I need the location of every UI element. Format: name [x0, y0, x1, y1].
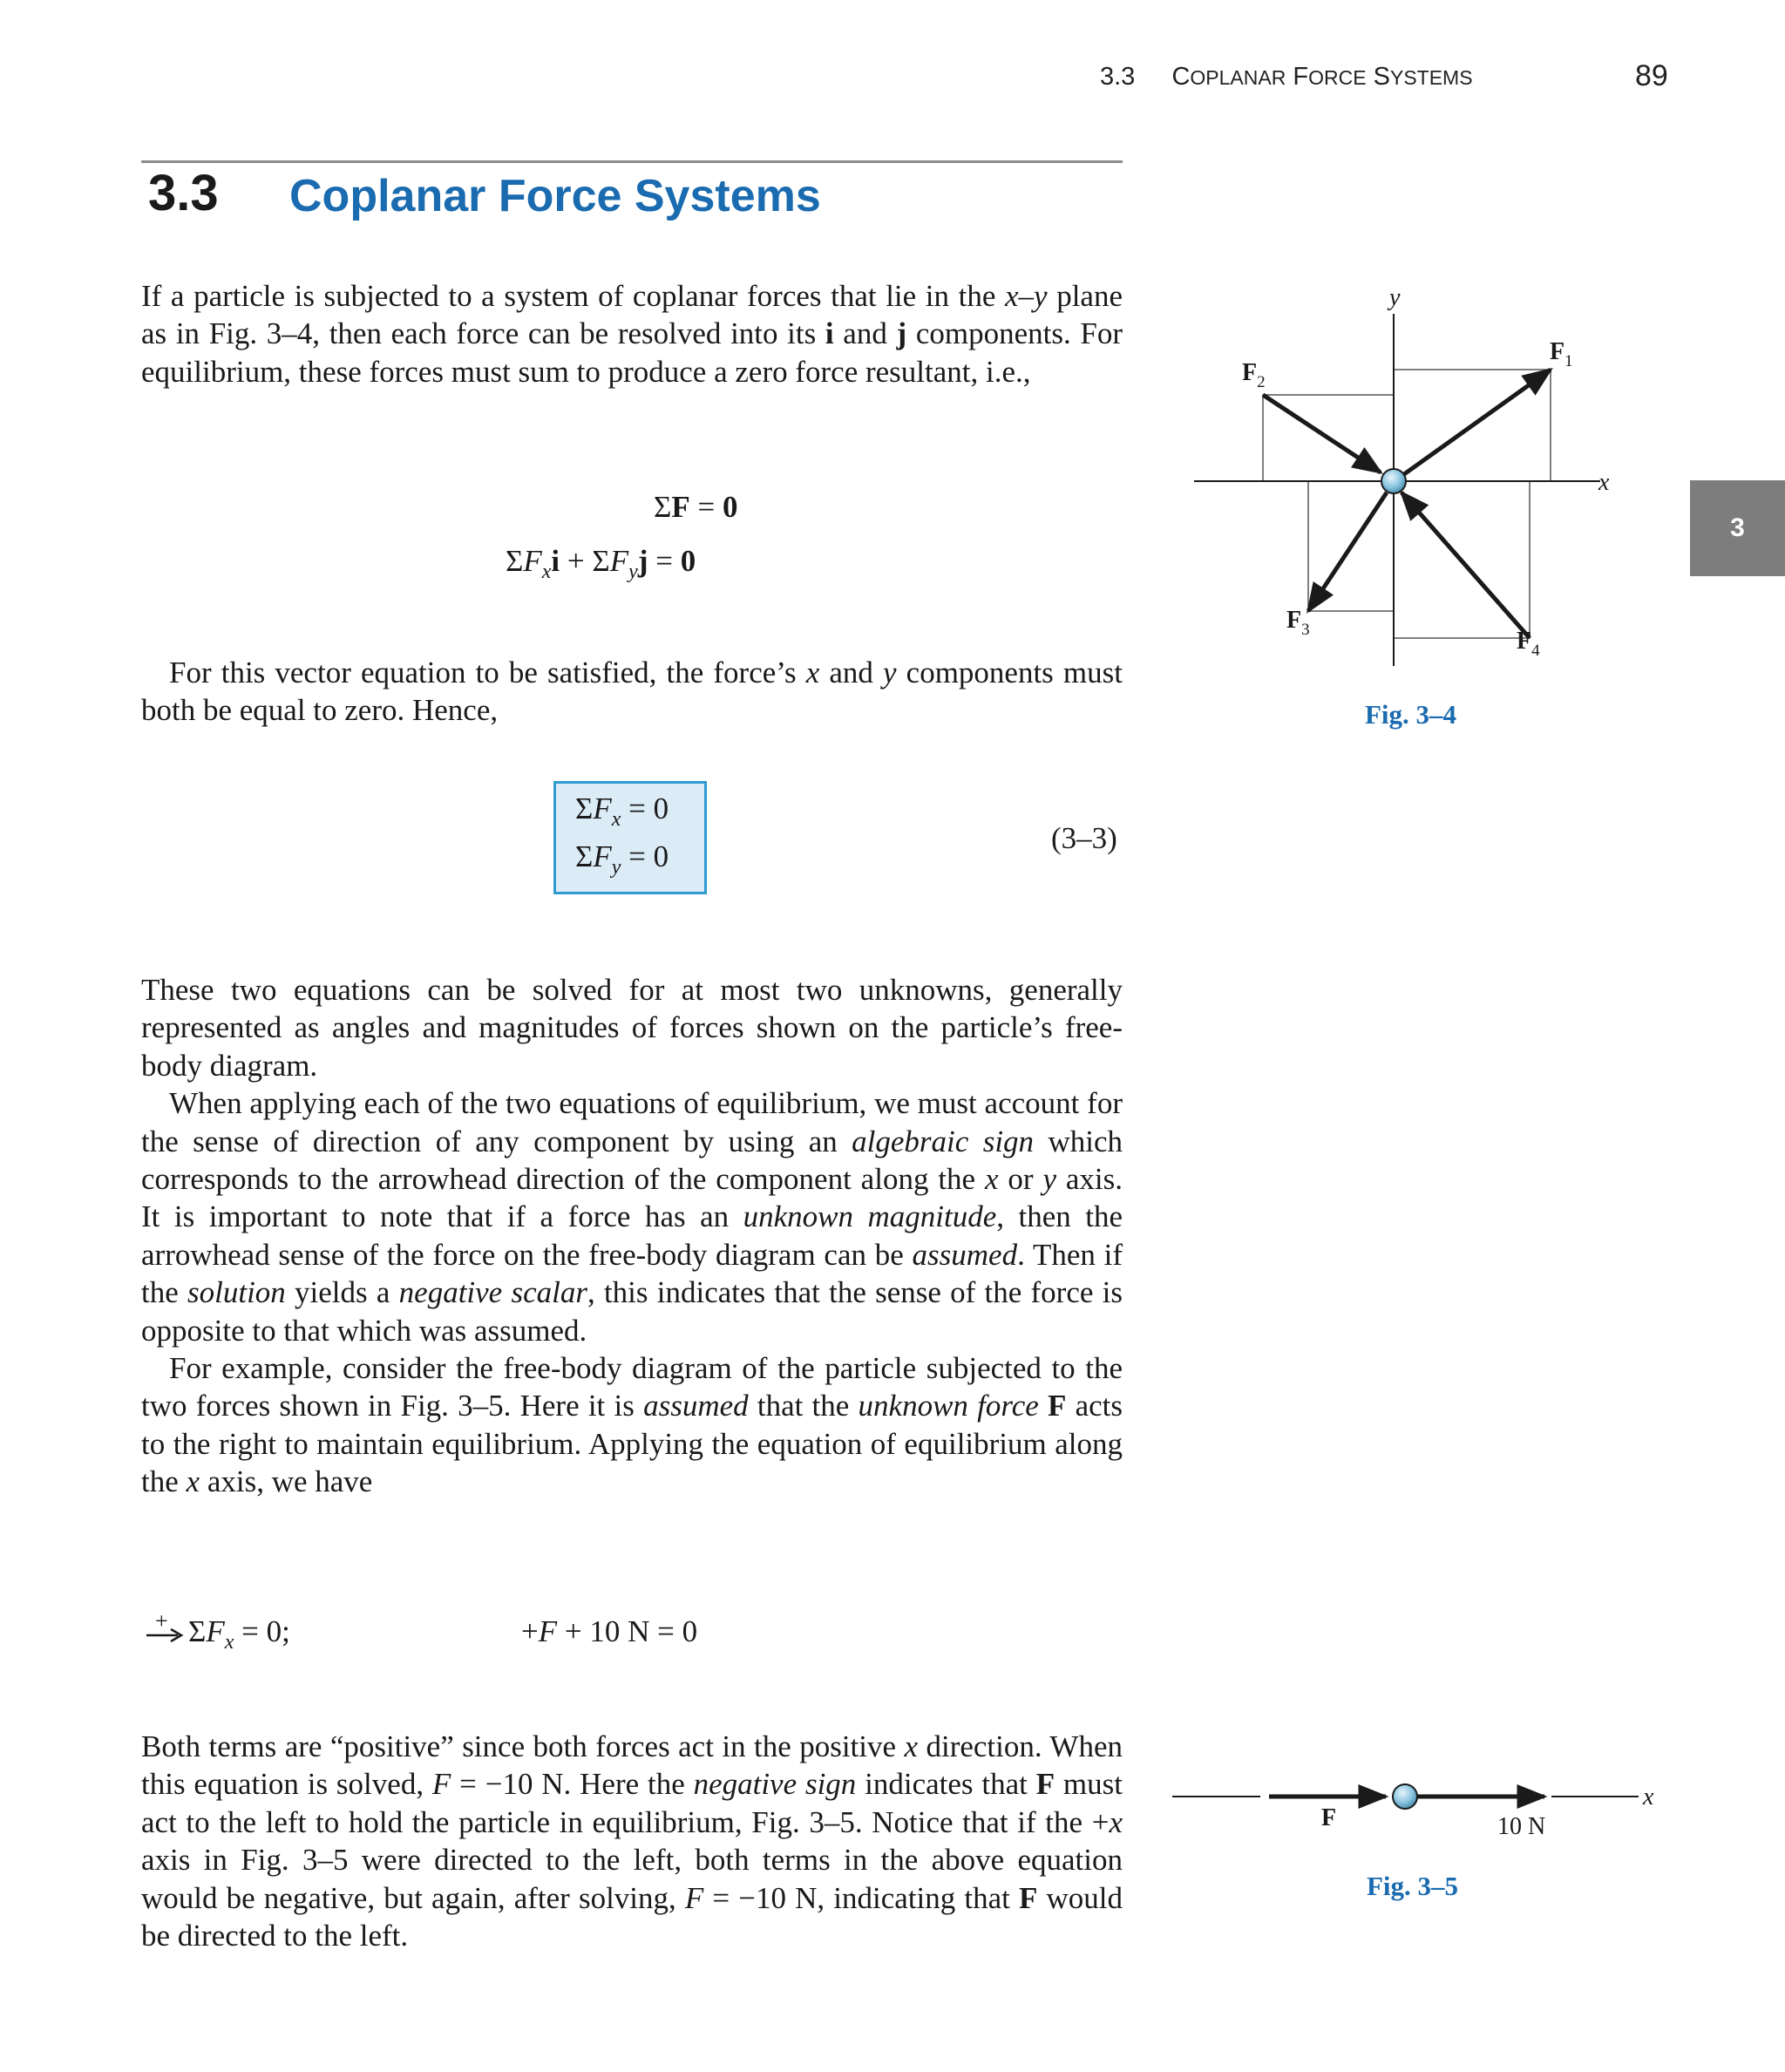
equation-components: $\Sigma F_xi + \Sigma F_yj = 0$ — [506, 544, 696, 583]
force-f1-arrow — [1404, 370, 1551, 474]
equation-sum-fx: $\Sigma F_x = 0$ — [575, 791, 669, 831]
particle — [1393, 1784, 1417, 1809]
page-number: 89 — [1635, 59, 1668, 92]
equation-number: (3–3) — [1051, 821, 1117, 855]
label-f2: $F_2$ — [1242, 359, 1266, 391]
y-axis-label: y — [1389, 284, 1401, 311]
label-10n: 10 N — [1497, 1813, 1546, 1840]
paragraph-components: For this vector equation to be satisfied, the force’s x and y components must both be equal to zero. Hence, — [141, 656, 1123, 728]
heading-rule — [141, 160, 1123, 163]
equation-sum-fx-example: $\Sigma F_x = 0$; — [188, 1614, 290, 1654]
sign-convention-arrow — [145, 1611, 185, 1650]
figure-3-5 — [1168, 1761, 1673, 1848]
equation-sum-fy: $\Sigma F_y = 0$ — [575, 839, 669, 879]
svg-text:+: + — [155, 1611, 168, 1634]
paragraph-signs: When applying each of the two equations of equilibrium, we must account for the sense of direction of any component by using an algebraic sign which corresponds to the arrowhead direction of the component along the x or y axis. It is important to note that if a force has an unknown magnitude, then the arrowhead sense of the force on the free-body diagram can be assumed. Then if the solution yields a negative scalar, this indicates that the sense of the force is opposite to that which was assumed. — [141, 1086, 1123, 1348]
label-f4: $F_4$ — [1517, 628, 1540, 660]
label-f: F — [1321, 1804, 1337, 1831]
figure-3-5-caption: Fig. 3–5 — [1367, 1871, 1459, 1901]
section-title: Coplanar Force Systems — [289, 171, 821, 221]
paragraph-intro: If a particle is subjected to a system of coplanar forces that lie in the x–y plane as in Fig. 3–4, then each force can be resolved into its i and j components. For equilibrium, these forces must sum to produce a zero force resultant, i.e., — [141, 279, 1123, 389]
running-header — [1100, 63, 1473, 92]
figure-3-4-caption: Fig. 3–4 — [1365, 699, 1457, 730]
x-axis-label: x — [1598, 469, 1610, 496]
paragraph-solution: Both terms are “positive” since both forces act in the positive x direction. When this equation is solved, F = −10 N. Here the negative sign indicates that F must act to the left to hold the particle in equilibrium, Fig. 3–5. Notice that if the +x axis in Fig. 3–5 were directed to the left, both terms in the above equation would be negative, but again, after solving, F = −10 N, indicating that F would be directed to the left. — [141, 1729, 1123, 1953]
paragraph-body — [141, 971, 1123, 1501]
equation-f-plus-10n: +F + 10 N = 0 — [521, 1614, 698, 1648]
force-f2-arrow — [1263, 395, 1381, 472]
equation-sum-f: ΣF = 0 — [654, 490, 738, 524]
chapter-tab: 3 — [1690, 480, 1785, 576]
label-f3: $F_3$ — [1286, 607, 1310, 639]
force-f4-arrow — [1402, 493, 1530, 638]
paragraph-unknowns: These two equations can be solved for at most two unknowns, generally represented as angles and magnitudes of forces shown on the particle’s free-body diagram. — [141, 973, 1123, 1083]
label-f1: $F_1$ — [1550, 338, 1573, 370]
paragraph-example: For example, consider the free-body diagram of the particle subjected to the two forces shown in Fig. 3–5. Here it is assumed that the unknown force F acts to the right to maintain equilibrium. Applying the equation of equilibrium along the x axis, we have — [141, 1351, 1123, 1499]
x-axis-label: x — [1643, 1783, 1654, 1810]
header-section-number: 3.3 — [1100, 63, 1136, 91]
header-title: COPLANAR FORCE SYSTEMS — [1171, 63, 1473, 91]
figure-3-4 — [1194, 279, 1612, 680]
section-number: 3.3 — [148, 165, 219, 221]
force-f3-arrow — [1308, 493, 1387, 611]
particle — [1381, 469, 1406, 493]
